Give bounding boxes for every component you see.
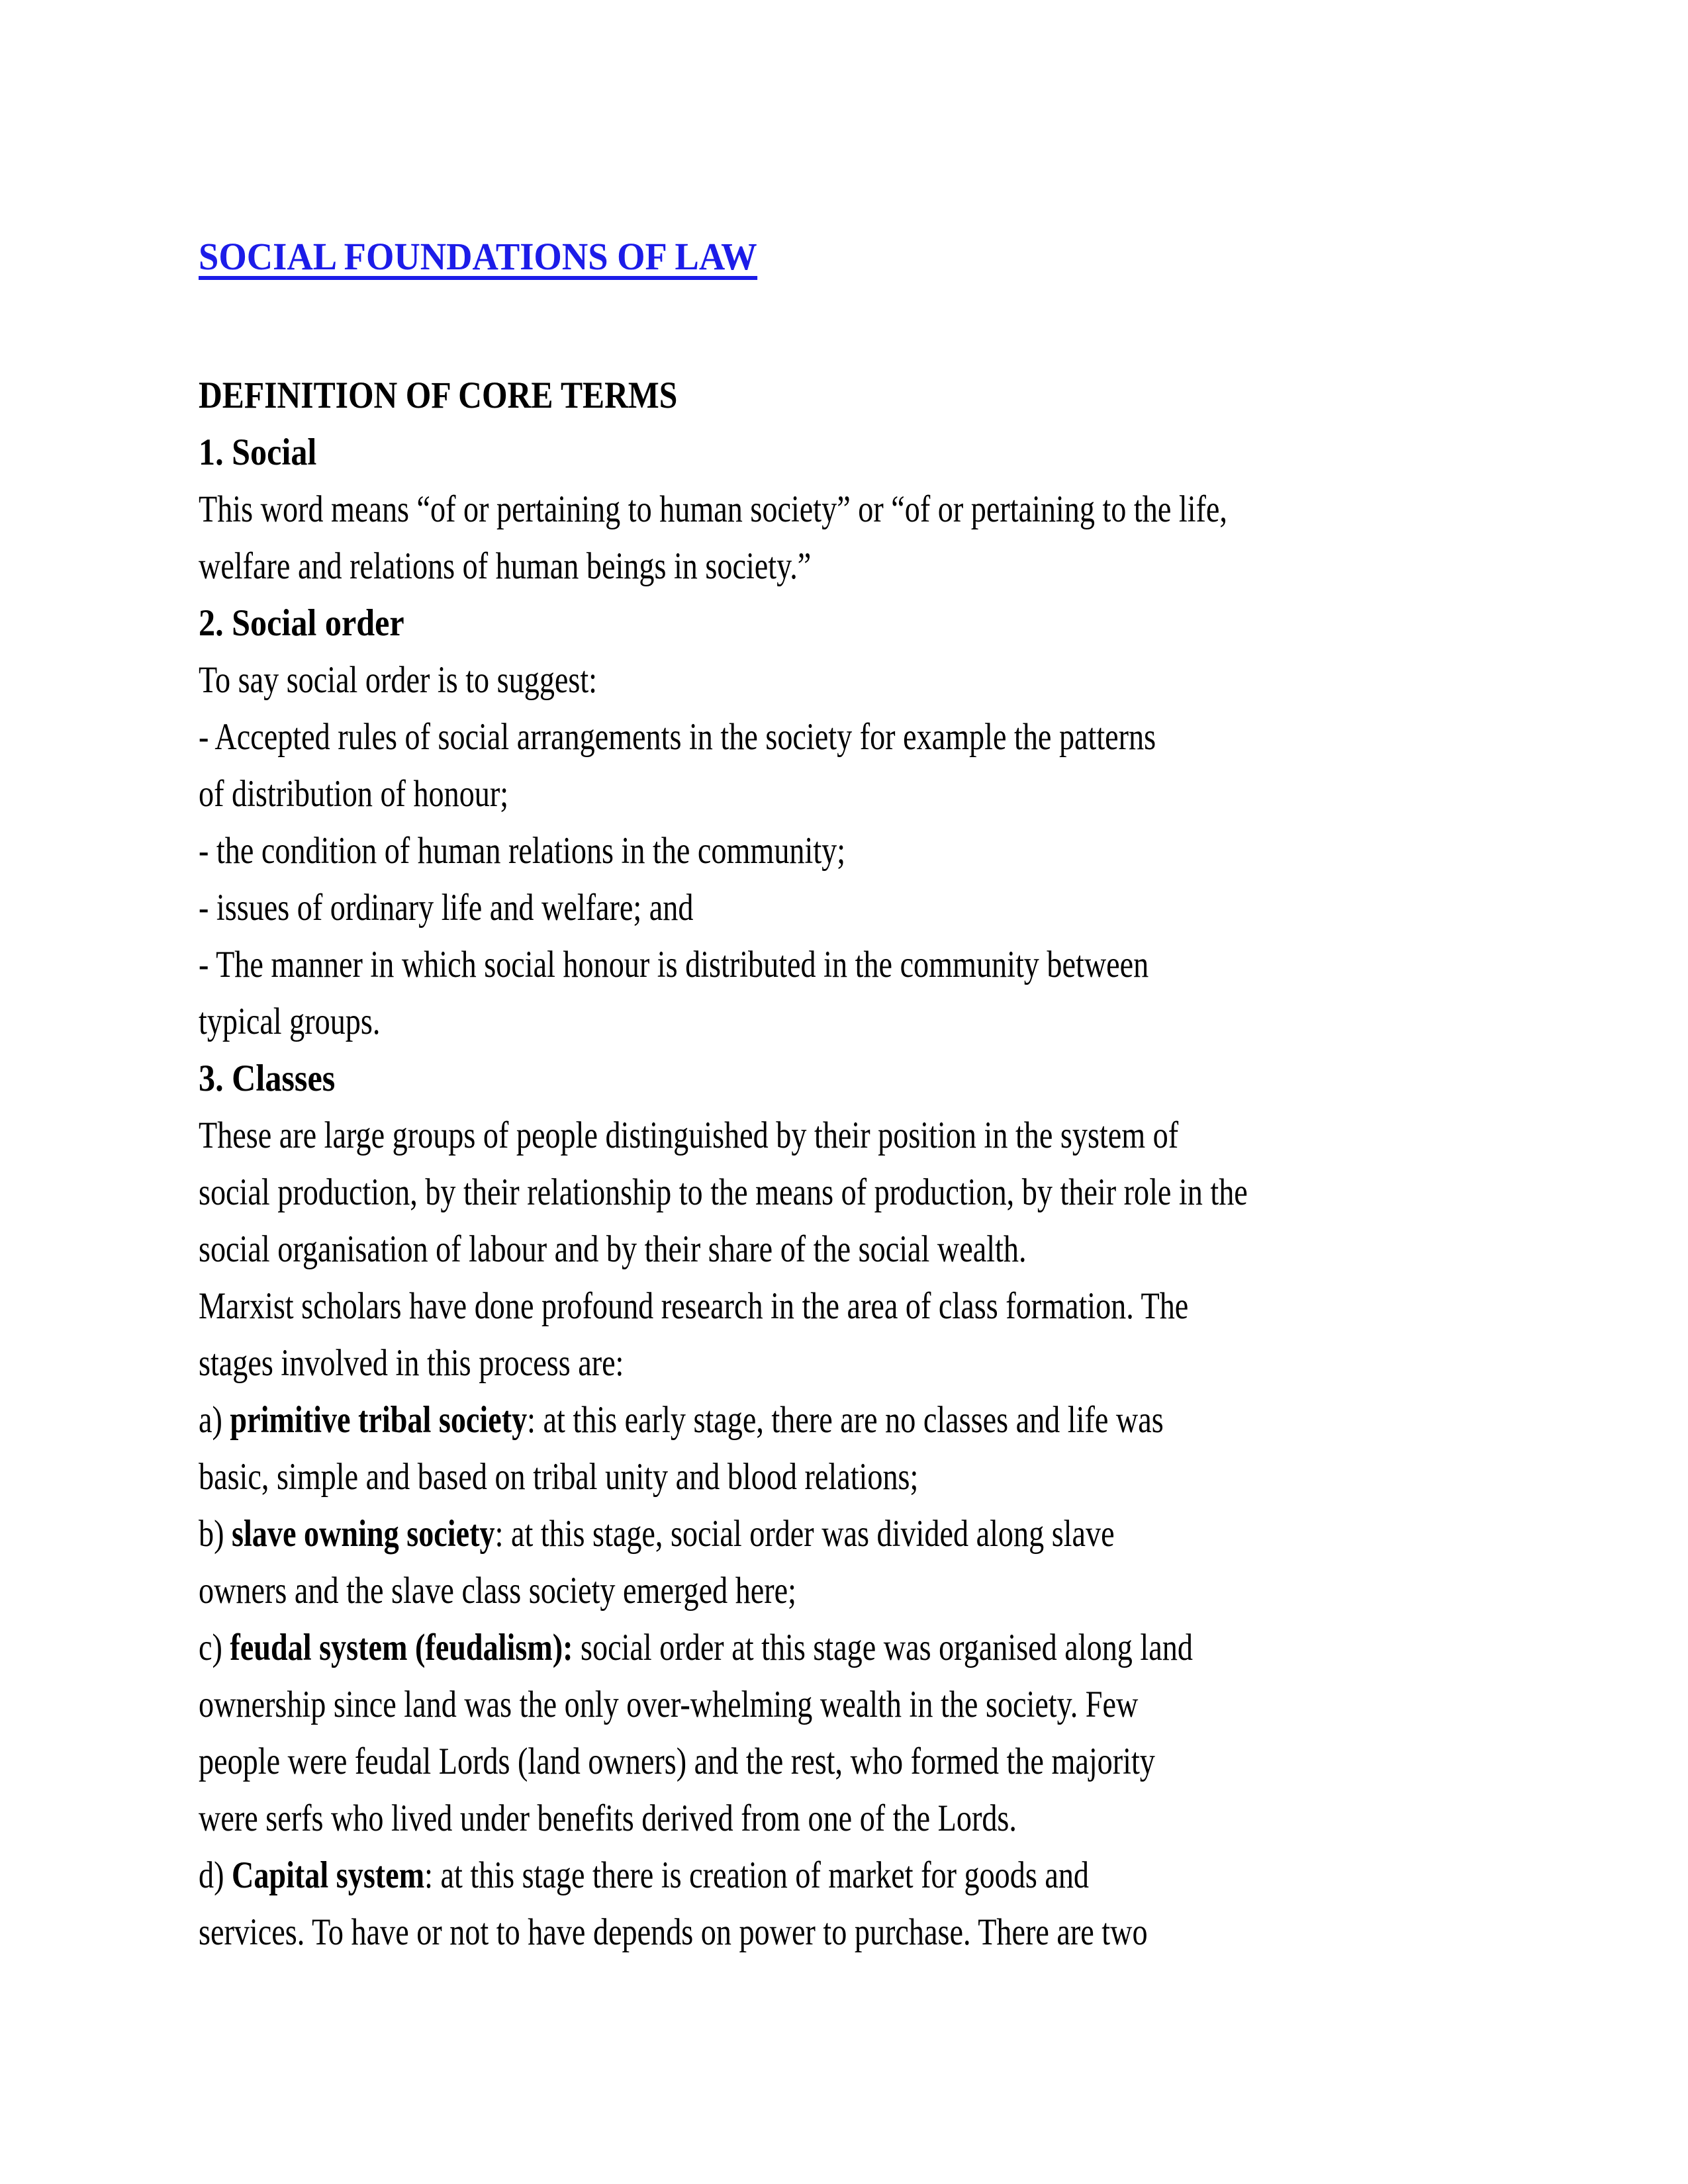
text-line (199, 1335, 1248, 1392)
text-line (199, 1449, 1248, 1506)
text-line (199, 1278, 1248, 1335)
text-segment: - the condition of human relations in the community; (199, 830, 846, 872)
text-line (199, 766, 1248, 823)
text-line (199, 1619, 1248, 1676)
text-line (199, 538, 1248, 595)
text-segment: ownership since land was the only over-whelming wealth in the society. Few (199, 1684, 1139, 1725)
text-segment: These are large groups of people distinguished by their position in the system of (199, 1115, 1179, 1156)
text-segment: c) (199, 1627, 230, 1668)
text-segment: social organisation of labour and by their share of the social wealth. (199, 1228, 1027, 1270)
text-line (199, 1676, 1248, 1733)
subheading-line (199, 595, 1338, 652)
text-segment: social order at this stage was organised along land (573, 1627, 1193, 1668)
text-line (199, 1221, 1248, 1278)
text-segment: social production, by their relationship to the means of production, by their role in the (199, 1171, 1248, 1213)
text-line (199, 1506, 1248, 1563)
document-title (199, 235, 757, 280)
text-line (199, 1563, 1248, 1619)
text-segment-bold: 2. Social order (199, 602, 404, 644)
text-segment-bold: 3. Classes (199, 1058, 336, 1099)
text-segment: services. To have or not to have depends on power to purchase. There are two (199, 1911, 1148, 1953)
text-segment-bold: Capital system (232, 1854, 425, 1896)
text-segment-bold: primitive tribal society (230, 1399, 528, 1441)
text-segment: were serfs who lived under benefits derived from one of the Lords. (199, 1797, 1017, 1839)
text-line (199, 1847, 1248, 1904)
text-line (199, 993, 1248, 1050)
text-segment-bold: feudal system (feudalism): (230, 1627, 573, 1668)
subheading-line (199, 424, 1338, 481)
section-heading: DEFINITION OF CORE TERMS (199, 375, 678, 416)
document-title-text: SOCIAL FOUNDATIONS OF LAW (199, 238, 757, 280)
text-segment: basic, simple and based on tribal unity and blood relations; (199, 1456, 919, 1498)
text-line (199, 481, 1248, 538)
text-line (199, 1904, 1248, 1961)
text-segment: a) (199, 1399, 230, 1441)
subheading-line (199, 1050, 1338, 1107)
text-line (199, 1392, 1248, 1449)
text-segment: To say social order is to suggest: (199, 659, 598, 701)
text-segment: people were feudal Lords (land owners) and the rest, who formed the majority (199, 1741, 1155, 1782)
text-segment-bold: slave owning society (232, 1513, 495, 1555)
text-line (199, 1107, 1248, 1164)
text-segment: d) (199, 1854, 232, 1896)
text-line (199, 1733, 1248, 1790)
text-segment: of distribution of honour; (199, 773, 509, 815)
text-segment: welfare and relations of human beings in society.” (199, 545, 812, 587)
text-line (199, 709, 1248, 766)
document-body (199, 367, 1494, 1961)
text-line (199, 1790, 1248, 1847)
text-segment: : at this early stage, there are no classes and life was (527, 1399, 1164, 1441)
text-segment: stages involved in this process are: (199, 1342, 624, 1384)
text-segment: - The manner in which social honour is distributed in the community between (199, 944, 1149, 985)
text-segment: - Accepted rules of social arrangements in the society for example the patterns (199, 716, 1156, 758)
text-segment: : at this stage there is creation of market for goods and (424, 1854, 1090, 1896)
text-line (199, 823, 1248, 880)
text-line (199, 652, 1248, 709)
text-segment: typical groups. (199, 1001, 381, 1042)
text-segment: : at this stage, social order was divided along slave (494, 1513, 1115, 1555)
text-segment-bold: 1. Social (199, 432, 317, 473)
text-segment: b) (199, 1513, 232, 1555)
text-line (199, 1164, 1248, 1221)
text-segment: - issues of ordinary life and welfare; and (199, 887, 694, 929)
text-line (199, 880, 1248, 936)
text-segment: Marxist scholars have done profound research in the area of class formation. The (199, 1285, 1189, 1327)
text-line (199, 936, 1248, 993)
text-segment: owners and the slave class society emerged here; (199, 1570, 796, 1612)
text-segment: This word means “of or pertaining to human society” or “of or pertaining to the life, (199, 488, 1227, 530)
